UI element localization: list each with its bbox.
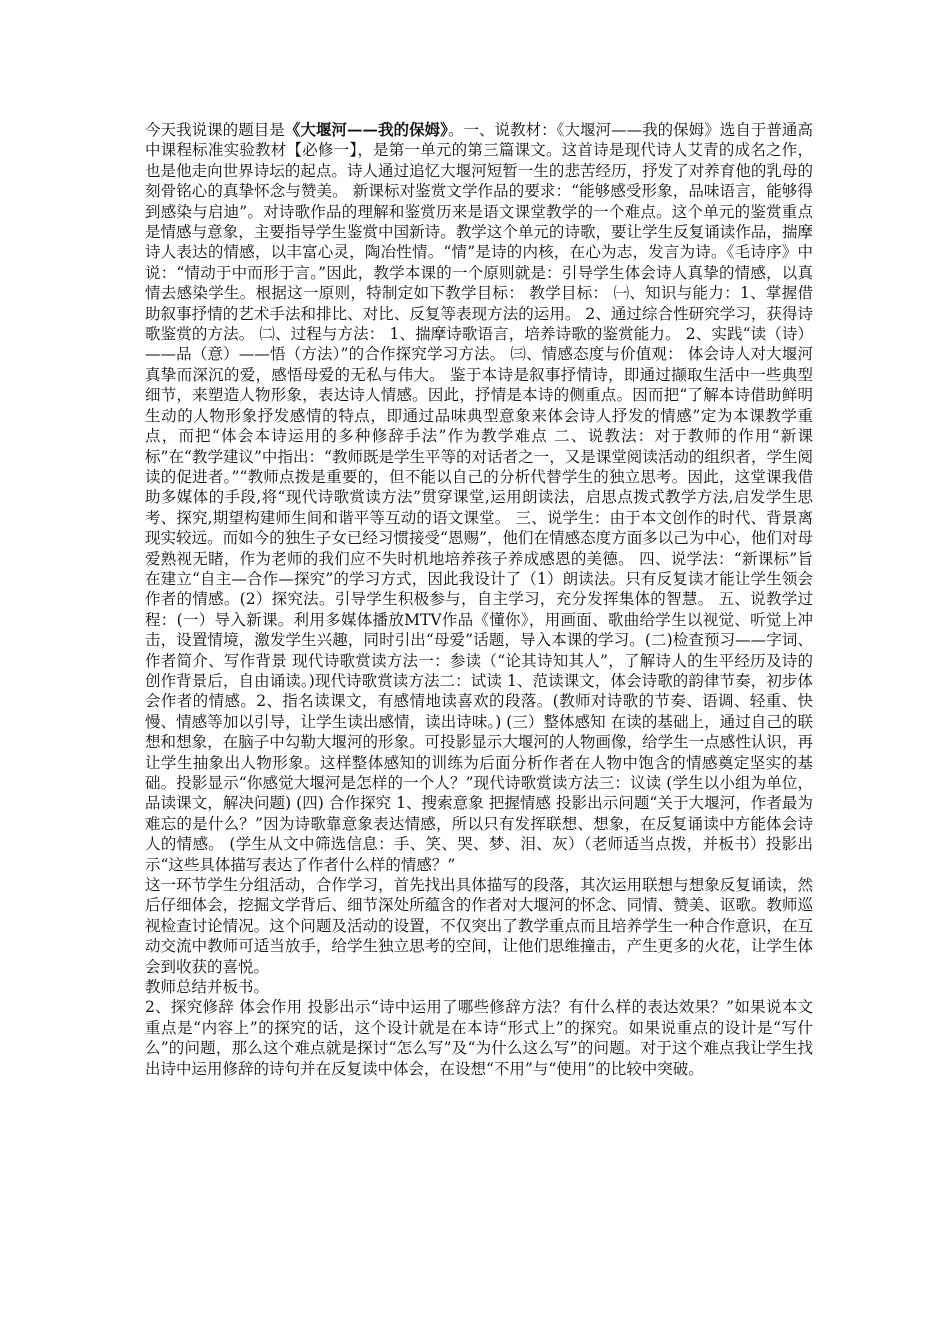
paragraph-text: 教师总结并板书。 (145, 978, 270, 997)
paragraph-text: 2、探究修辞 体会作用 投影出示“诗中运用了哪些修辞方法？有什么样的表达效果？”如果说本文重点是“内容上”的探究的话，这个设计就是在本诗“形式上”的探究。如果说重点的设计是“写什么”的问题，那么这个难点就是探讨“怎么写”及“为什么这么写”的问题。对于这个难点我让学生找出诗中运用修辞的诗句并在反复读中体会，在设想“不用”与“使用”的比较中突破。 (145, 998, 813, 1078)
paragraph-text: 这一环节学生分组活动，合作学习，首先找出具体描写的段落，其次运用联想与想象反复诵读，然后仔细体会，挖掘文学背后、细节深处所蕴含的作者对大堰河的怀念、同情、赞美、讴歌。教师巡视检查讨论情况。这个问题及活动的设置，不仅突出了教学重点而且培养学生一种合作意识，在互动交流中教师可适当放手，给学生独立思考的空间，让他们思维撞击，产生更多的火花，让学生体会到收获的喜悦。 (145, 876, 813, 976)
paragraph-text: 。一、说教材：《大堰河——我的保姆》选自于普通高中课程标准实验教材【必修一】，是第一单元的第三篇课文。这首诗是现代诗人艾青的成名之作，也是他走向世界诗坛的起点。诗人通过追忆大堰河短暂一生的悲苦经历，抒发了对养育他的乳母的刻骨铭心的真挚怀念与赞美。 新课标对鉴赏文学作品的要求：“能够感受形象，品味语言，能够得到感染与启迪”。对诗歌作品的理解和鉴赏历来是语文课堂教学的一个难点。这个单元的鉴赏重点是情感与意象，主要指导学生鉴赏中国新诗。教学这个单元的诗歌，要让学生反复诵读作品，揣摩诗人表达的情感，以丰富心灵，陶冶性情。“情”是诗的内核，在心为志，发言为诗。《毛诗序》中说：“情动于中而形于言。”因此，教学本课的一个原则就是：引导学生体会诗人真挚的情感，以真情去感染学生。根据这一原则，特制定如下教学目标： 教学目标： ㈠、知识与能力：1、掌握借助叙事抒情的艺术手法和排比、对比、反复等表现方法的运用。 2、通过综合性研究学习，获得诗歌鉴赏的方法。 ㈡、过程与方法： 1、揣摩诗歌语言，培养诗歌的鉴赏能力。 2、实践“读（诗）——品（意）——悟（方法）”的合作探究学习方法。 ㈢、情感态度与价值观： 体会诗人对大堰河真挚而深沉的爱，感悟母爱的无私与伟大。 鉴于本诗是叙事抒情诗，即通过撷取生活中一些典型细节，来塑造人物形象，表达诗人情感。因此，抒情是本诗的侧重点。因而把“了解本诗借助鲜明生动的人物形象抒发感情的特点，即通过品味典型意象来体会诗人抒发的情感”定为本课教学重点，而把“体会本诗运用的多种修辞手法”作为教学难点 二、说教法：对于教师的作用“新课标”在“教学建议”中指出：“教师既是学生平等的对话者之一，又是课堂阅读活动的组织者，学生阅读的促进者。”“教师点拨是重要的，但不能以自己的分析代替学生的独立思考。因此，这堂课我借助多媒体的手段,将“现代诗歌赏读方法”贯穿课堂,运用朗读法，启思点拨式教学方法,启发学生思考、探究,期望构建师生间和谐平等互动的语文课堂。 三、说学生：由于本文创作的时代、背景离现实较远。而如今的独生子女已经习惯接受“恩赐”，他们在情感态度方面多以己为中心，他们对母爱熟视无睹，作为老师的我们应不失时机地培养孩子养成感恩的美德。 四、说学法：“新课标”旨在建立“自主—合作—探究”的学习方式，因此我设计了（1）朗读法。只有反复读才能让学生领会作者的情感。(2）探究法。引导学生积极参与，自主学习，充分发挥集体的智慧。 五、说教学过程：(一）导入新课。利用多媒体播放MTV作品《懂你》，用画面、歌曲给学生以视觉、听觉上冲击，设置情境，激发学生兴趣，同时引出“母爱”话题，导入本课的学习。(二)检查预习——字词、作者简介、写作背景 现代诗歌赏读方法一：参读（“论其诗知其人”，了解诗人的生平经历及诗的创作背景后，自由诵读。)现代诗歌赏读方法二：试读 1、范读课文，体会诗歌的韵律节奏，初步体会作者的情感。2、指名读课文，有感情地读喜欢的段落。(教师对诗歌的节奏、语调、轻重、快慢、情感等加以引导，让学生读出感情，读出诗味。) (三）整体感知 在读的基础上，通过自己的联想和想象，在脑子中勾勒大堰河的形象。可投影显示大堰河的人物画像，给学生一点感性认识，再让学生抽象出人物形象。这样整体感知的训练为后面分析作者在人物中饱含的情感奠定坚实的基础。投影显示“你感觉大堰河是怎样的一个人？”现代诗歌赏读方法三：议读 (学生以小组为单位，品读课文，解决问题) (四) 合作探究 1、搜索意象 把握情感 投影出示问题“关于大堰河，作者最为难忘的是什么？”因为诗歌靠意象表达情感，所以只有发挥联想、想象，在反复诵读中方能体会诗人的情感。 (学生从文中筛选信息：手、笑、哭、梦、泪、灰）（老师适当点拨，并板书）投影出示“这些具体描写表达了作者什么样的情感？” (145, 121, 813, 874)
paragraph-group-activity (145, 875, 813, 977)
paragraph-summary (145, 977, 813, 997)
lesson-title: 《大堰河——我的保姆》 (284, 120, 448, 139)
paragraph-rhetoric (145, 997, 813, 1079)
document-body (145, 120, 813, 1079)
paragraph-main (145, 120, 813, 875)
intro-text: 今天我说课的题目是 (145, 121, 285, 139)
